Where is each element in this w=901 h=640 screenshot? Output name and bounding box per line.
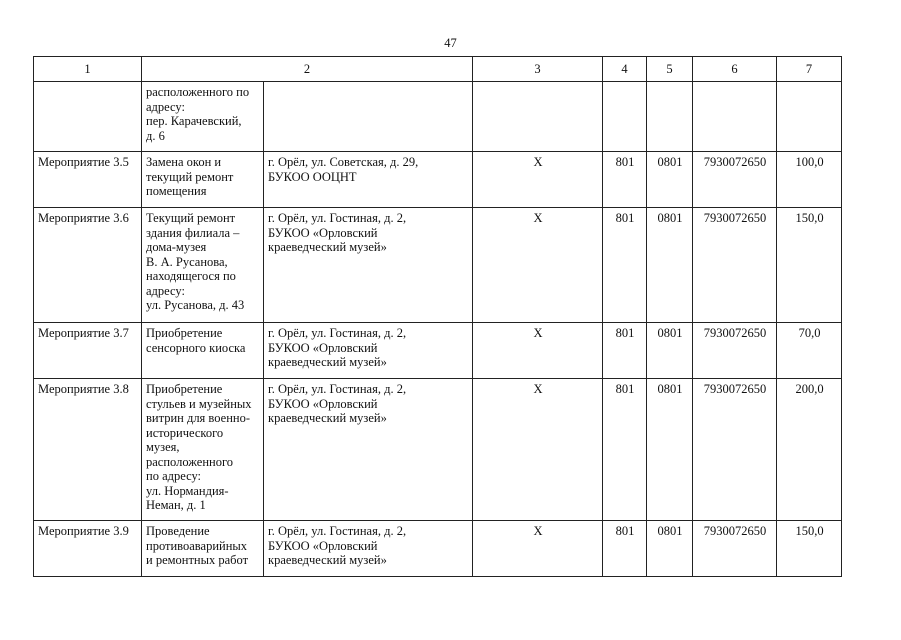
address-cell (264, 82, 473, 152)
header-col-5: 5 (647, 57, 693, 82)
col6-cell (693, 82, 777, 152)
header-col-7: 7 (777, 57, 842, 82)
measure-cell: Мероприятие 3.6 (34, 208, 142, 323)
name-cell: Замена окон и текущий ремонт помещения (142, 152, 264, 208)
col5-cell: 0801 (647, 323, 693, 379)
col5-cell: 0801 (647, 379, 693, 521)
measure-cell: Мероприятие 3.7 (34, 323, 142, 379)
col4-cell: 801 (603, 208, 647, 323)
table-row (34, 152, 842, 208)
col7-cell: 150,0 (777, 208, 842, 323)
name-cell: Текущий ремонт здания филиала – дома-музея В. А. Русанова, находящегося по адресу: ул. Русанова, д. 43 (142, 208, 264, 323)
name-cell: расположенного по адресу: пер. Карачевский, д. 6 (142, 82, 264, 152)
address-cell: г. Орёл, ул. Гостиная, д. 2, БУКОО «Орловский краеведческий музей» (264, 323, 473, 379)
col6-cell: 7930072650 (693, 521, 777, 577)
header-col-1: 1 (34, 57, 142, 82)
col6-cell: 7930072650 (693, 152, 777, 208)
address-cell: г. Орёл, ул. Гостиная, д. 2, БУКОО «Орловский краеведческий музей» (264, 521, 473, 577)
col3-cell: Х (473, 152, 603, 208)
header-col-6: 6 (693, 57, 777, 82)
col7-cell: 70,0 (777, 323, 842, 379)
table-row (34, 208, 842, 323)
address-cell: г. Орёл, ул. Гостиная, д. 2, БУКОО «Орловский краеведческий музей» (264, 379, 473, 521)
measure-cell (34, 82, 142, 152)
col5-cell: 0801 (647, 521, 693, 577)
name-cell: Приобретение стульев и музейных витрин для военно- исторического музея, расположенного по адресу: ул. Нормандия- Неман, д. 1 (142, 379, 264, 521)
table-row (34, 323, 842, 379)
col3-cell: Х (473, 521, 603, 577)
col4-cell: 801 (603, 521, 647, 577)
address-cell: г. Орёл, ул. Советская, д. 29, БУКОО ООЦНТ (264, 152, 473, 208)
col4-cell (603, 82, 647, 152)
budget-table (33, 56, 842, 577)
col3-cell: Х (473, 323, 603, 379)
measure-cell: Мероприятие 3.9 (34, 521, 142, 577)
header-col-2: 2 (142, 57, 473, 82)
measure-cell: Мероприятие 3.5 (34, 152, 142, 208)
table-row (34, 521, 842, 577)
header-col-4: 4 (603, 57, 647, 82)
col5-cell: 0801 (647, 208, 693, 323)
col7-cell: 150,0 (777, 521, 842, 577)
name-cell: Проведение противоаварийных и ремонтных работ (142, 521, 264, 577)
col3-cell: Х (473, 208, 603, 323)
measure-cell: Мероприятие 3.8 (34, 379, 142, 521)
col4-cell: 801 (603, 323, 647, 379)
col6-cell: 7930072650 (693, 323, 777, 379)
col3-cell (473, 82, 603, 152)
col6-cell: 7930072650 (693, 208, 777, 323)
table-row (34, 379, 842, 521)
col6-cell: 7930072650 (693, 379, 777, 521)
header-row (34, 57, 842, 82)
col5-cell: 0801 (647, 152, 693, 208)
header-col-3: 3 (473, 57, 603, 82)
table-row (34, 82, 842, 152)
col7-cell (777, 82, 842, 152)
col7-cell: 100,0 (777, 152, 842, 208)
col4-cell: 801 (603, 152, 647, 208)
col3-cell: Х (473, 379, 603, 521)
col4-cell: 801 (603, 379, 647, 521)
name-cell: Приобретение сенсорного киоска (142, 323, 264, 379)
col7-cell: 200,0 (777, 379, 842, 521)
col5-cell (647, 82, 693, 152)
address-cell: г. Орёл, ул. Гостиная, д. 2, БУКОО «Орловский краеведческий музей» (264, 208, 473, 323)
page-number: 47 (444, 36, 457, 50)
